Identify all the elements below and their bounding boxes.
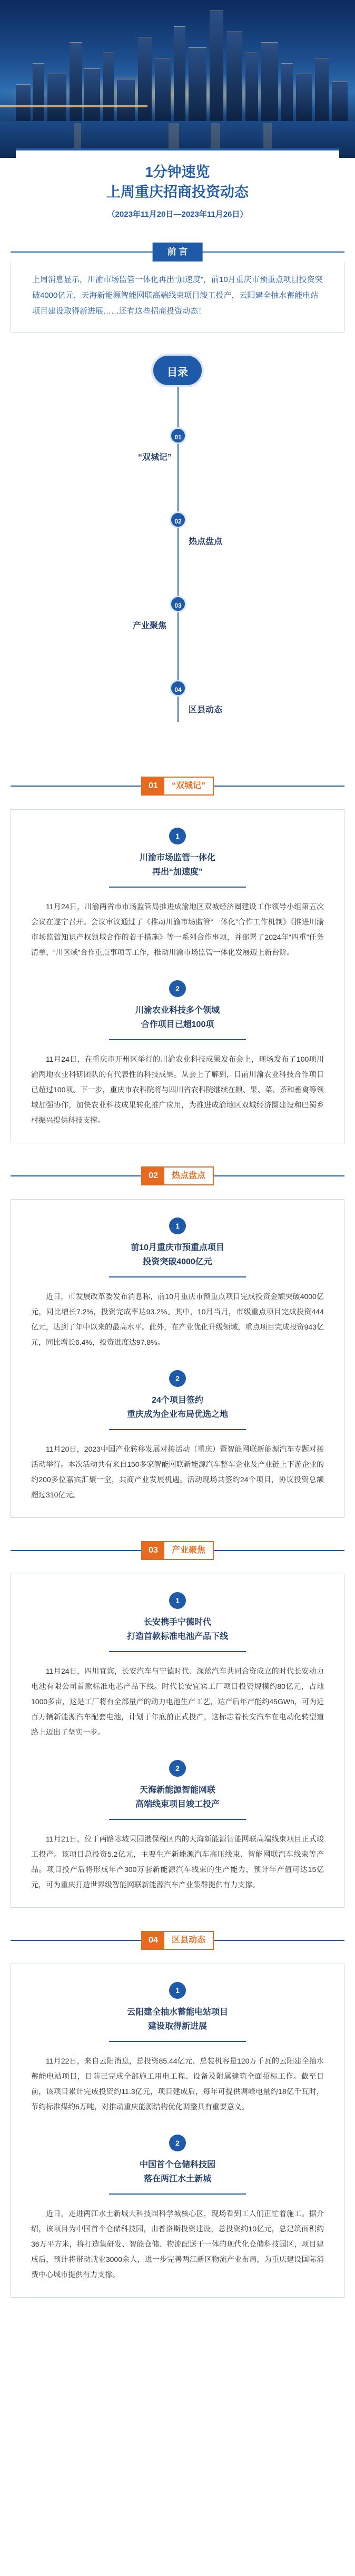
divider: [109, 2193, 246, 2195]
item-title-line2: 重庆成为企业布局优选之地: [126, 1410, 228, 1419]
chapter-header: [11, 1539, 344, 1562]
item-number: 2: [169, 2135, 186, 2151]
item-body: 11月21日，位于两路寒坡果园港保税区内的天海新能源智能网联高端线束项目正式竣工投产。该项目总投资5.2亿元，主要生产新能源汽车高压线束、智能网联汽车线束等产品。项目投产后将形成年产300万套新能源汽车线束的生产能力，预计年产值可达15亿元，可为重庆打造世界级智能网联新能源汽车产业集群提供有力支撑。: [31, 1835, 324, 1889]
item-title-line1: 川渝市场监管一体化: [139, 853, 215, 862]
item-body: 11月22日，来自云阳消息，总投资85.44亿元、总装机容量120万千瓦的云阳建全抽水蓄能电站项目，目前已完成全部施工用电工程、设备及附属建筑全面招标工作。截至目前，该项目累计完成投资约11.3亿元，项目建成后，每年可提供调峰电量约18亿千瓦时，节约标准煤约6万吨，对推动重庆能源结构优化调整具有重要意义。: [31, 2057, 324, 2111]
item-title-line2: 高端线束项目竣工投产: [135, 1800, 220, 1809]
chapter-number: 03: [142, 1542, 164, 1559]
catalog-node-3[interactable]: 03: [170, 596, 186, 612]
foreword-header: [11, 243, 344, 261]
chapter-03: [11, 1539, 344, 1908]
item-title-line2: 合作项目已超100项: [141, 1020, 214, 1029]
item-number: 2: [169, 1760, 186, 1777]
item-title-line2: 打造首款标准电池产品下线: [126, 1632, 228, 1641]
catalog-item-4[interactable]: 区县动态: [189, 706, 223, 715]
foreword-text: 上周消息显示，川渝市场监管一体化再出“加速度”，前10月重庆市预重点项目投资突破4000亿元，天海新能源智能网联高端线束项目竣工投产，云阳建全抽水蓄能电站项目建设取得新进展……还有这些招商投资动态！: [11, 261, 344, 333]
chapter-header: [11, 1164, 344, 1188]
item-title-line2: 再出“加速度”: [152, 868, 203, 877]
chapter-02: [11, 1164, 344, 1518]
item-title-line1: 天海新能源智能网联: [139, 1786, 215, 1795]
chapter-number: 02: [142, 1168, 164, 1184]
chapter-header: [11, 1929, 344, 1952]
item-title-line1: 前10月重庆市预重点项目: [131, 1243, 224, 1252]
item-title-line2: 落在两江水土新城: [143, 2175, 211, 2183]
item-title-line2: 建设取得新进展: [147, 2022, 207, 2031]
divider: [109, 887, 246, 888]
item-title-line1: 川渝农业科技多个领域: [135, 1006, 220, 1015]
chapter-title: 区县动态: [171, 1936, 206, 1945]
catalog-node-4[interactable]: 04: [170, 680, 186, 697]
item-number: 1: [169, 1592, 186, 1609]
divider: [109, 1039, 246, 1040]
foreword-label: 前 言: [153, 243, 203, 261]
item-number: 1: [169, 1217, 186, 1234]
chapter-01: [11, 774, 344, 1143]
chapter-title: 热点盘点: [171, 1171, 206, 1180]
item-title-line1: 中国首个仓储科技园: [139, 2160, 215, 2169]
page-title: 1分钟速览: [145, 164, 210, 180]
catalog-node-2[interactable]: 02: [170, 511, 186, 528]
date-range: （2023年11月20日—2023年11月26日）: [107, 210, 248, 219]
catalog-item-1[interactable]: “双城记”: [138, 453, 172, 462]
item-body: 11月20日，2023中国产业转移发展对接活动（重庆）暨智能网联新能源汽车专题对接活动举行。本次活动共有来自150多家智能网联新能源汽车整车企业及产业链上下游企业的约200多位嘉宾汇聚一堂，共商产业发展机遇。活动现场共签约24个项目，协议投资总额超过310亿元。: [31, 1445, 324, 1499]
divider: [109, 1429, 246, 1430]
chapter-panel: [11, 809, 344, 1143]
item-title-line2: 投资突破4000亿元: [143, 1257, 212, 1266]
catalog-node-1[interactable]: 01: [170, 427, 186, 444]
chapter-panel: [11, 1964, 344, 2298]
item-body: 近日，走进两江水土新城大科技园科学城核心区，现场看到工人们正忙着施工。据介绍，该项目为中国首个仓储科技园，由普洛斯投资建设，总投资约10亿元，总建筑面积约36万平方米，将打造集研发、智能仓储、物流配送于一体的现代化仓储科技园区，项目建成后，预计将带动就业3000余人，进一步完善两江新区物流产业布局，为重庆建设国际消费中心城市提供有力支撑。: [31, 2209, 324, 2279]
item-number: 1: [169, 828, 186, 844]
item-body: 11月24日，四川宜宾，长安汽车与宁德时代、深蓝汽车共同合资成立的时代长安动力电池有限公司首款标准电芯产品下线。时代长安宜宾工厂项目投资规模约80亿元，占地1000多亩，这是工厂将有全部量产的动力电池生产工艺，达产后年产能约45GWh，可为近百万辆新能源汽车配套电池，计划于年底前正式投产，这标志着长安汽车在电动化转型道路上迈出了坚实一步。: [31, 1667, 324, 1736]
divider: [109, 1819, 246, 1820]
catalog-item-2[interactable]: 热点盘点: [189, 537, 223, 546]
chapter-number: 04: [142, 1932, 164, 1949]
hero-skyline-image: [0, 0, 355, 158]
item-number: 1: [169, 1982, 186, 1999]
catalog: [0, 354, 355, 774]
chapter-title: “双城记”: [171, 781, 206, 790]
item-number: 2: [169, 1370, 186, 1387]
catalog-item-3[interactable]: 产业聚焦: [133, 621, 167, 630]
divider: [109, 1651, 246, 1652]
chapter-04: [11, 1929, 344, 2298]
chapter-panel: [11, 1574, 344, 1908]
catalog-label: 目录: [151, 354, 204, 387]
item-body: 11月24日，在重庆市开州区举行的川渝农业科技成果发布会上，现场发布了100项川渝两地农业科研团队的有代表性的科技成果。从会上了解到，目前川渝农业科技合作项目已超过100项。下一步，重庆市农科院将与四川省农科院继续在粮、果、菜、茶和畜禽等领域加强协作，加快农业科技成果转化推广应用，为推进成渝地区双城经济圈建设和巴蜀乡村振兴提供科技支撑。: [31, 1055, 324, 1124]
item-title-line1: 云阳建全抽水蓄能电站项目: [126, 2008, 228, 2017]
chapter-number: 01: [142, 778, 164, 794]
item-title-line1: 长安携手宁德时代: [143, 1618, 211, 1627]
item-number: 2: [169, 980, 186, 997]
chapter-title: 产业聚焦: [171, 1546, 206, 1555]
item-body: 近日，市发展改革委发布消息称，前10月重庆市预重点项目完成投资金额突破4000亿元，同比增长7.2%，投资完成率达93.2%。其中，10月当月，市级重点项目完成投资444亿元，达到了年中以来的最高水平。此外，在产业优化升级领域，重点项目完成投资943亿元，同比增长6.4%，投资进度达97.8%。: [31, 1292, 324, 1346]
chapter-header: [11, 774, 344, 798]
item-body: 11月24日，川渝两省市市场监管局推进成渝地区双城经济圈建设工作领导小组第五次会议在遂宁召开。会议审议通过了《推动川渝市场监管“一体化”合作工作机制》《推进川渝市场监管知识产权领域合作的若干措施》等一系列合作事项，并部署了2024年“四重”任务清单、“川区域”合作重点事项等工作，推动川渝市场监管一体化发展迈上新台阶。: [31, 902, 324, 957]
item-title-line1: 24个项目签约: [152, 1396, 203, 1405]
divider: [109, 1276, 246, 1277]
chapter-panel: [11, 1199, 344, 1518]
page-subtitle: 上周重庆招商投资动态: [106, 184, 249, 200]
divider: [109, 2041, 246, 2042]
title-banner: [16, 148, 339, 229]
